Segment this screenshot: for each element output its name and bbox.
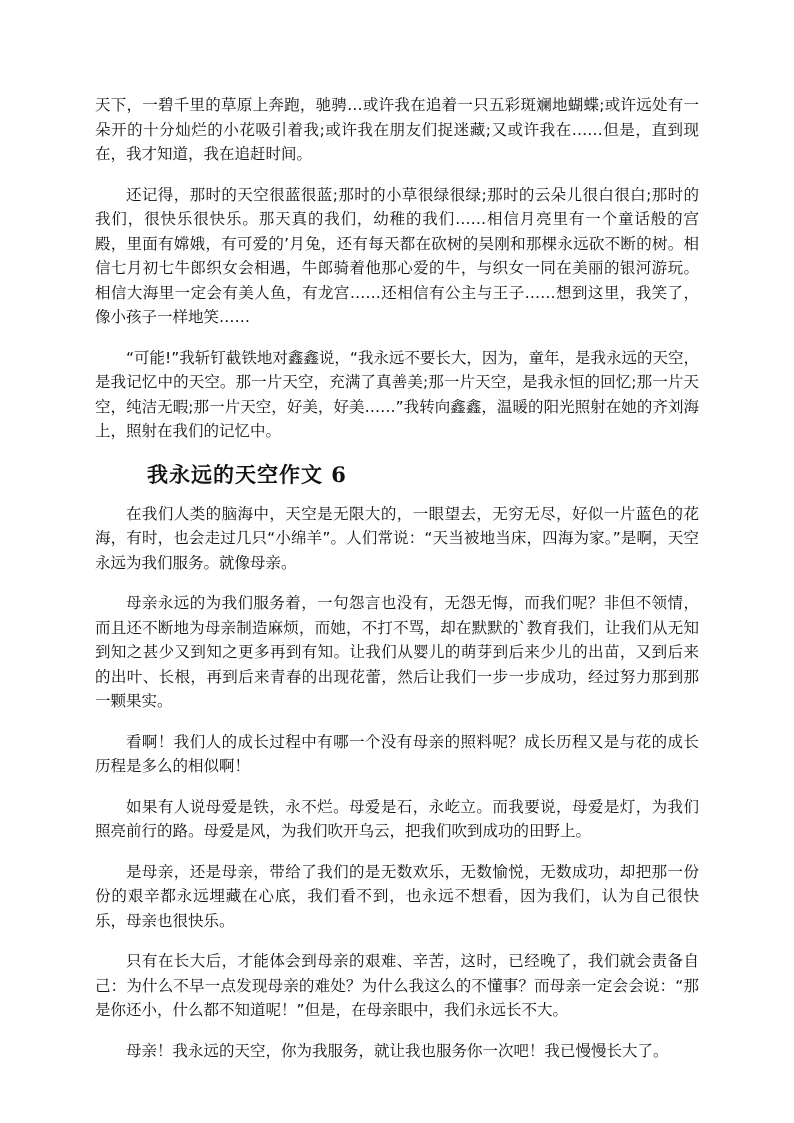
- paragraph-growth: 看啊！我们人的成长过程中有哪一个没有母亲的照料呢？成长历程又是与花的成长历程是多么的相似啊！: [95, 732, 699, 775]
- paragraph-sky-intro: 在我们人类的脑海中，天空是无限大的，一眼望去，无穷无尽，好似一片蓝色的花海，有时，也会走过几只“小绵羊”。人们常说：“天当被地当床，四海为家。”是啊，天空永远为我们服务。就像母亲。: [95, 504, 699, 572]
- paragraph-continued: 天下，一碧千里的草原上奔跑，驰骋…或许我在追着一只五彩斑斓地蝴蝶;或许远处有一朵开的十分灿烂的小花吸引着我;或许我在朋友们捉迷藏;又或许我在……但是，直到现在，我才知道，我在追赶时间。: [95, 96, 699, 163]
- paragraph-growing-up: 只有在长大后，才能体会到母亲的艰难、辛苦，这时，已经晚了，我们就会责备自己：为什么不早一点发现母亲的难处？为什么我这么的不懂事？而母亲一定会会说：“那是你还小，什么都不知道呢！”但是，在母亲眼中，我们永远长不大。: [95, 952, 699, 1019]
- paragraph-mother-love: 如果有人说母爱是铁，永不烂。母爱是石，永屹立。而我要说，母爱是灯，为我们照亮前行的路。母爱是风，为我们吹开乌云，把我们吹到成功的田野上。: [95, 797, 699, 840]
- paragraph-joy: 是母亲，还是母亲，带给了我们的是无数欢乐，无数愉悦，无数成功，却把那一份份的艰辛都永远埋藏在心底，我们看不到，也永远不想看，因为我们，认为自己很快乐，母亲也很快乐。: [95, 862, 699, 930]
- paragraph-dialogue: “可能!”我斩钉截铁地对鑫鑫说，“我永远不要长大，因为，童年，是我永远的天空，是我记忆中的天空。那一片天空，充满了真善美;那一片天空，是我永恒的回忆;那一片天空，纯洁无暇;那一片天空，好美，好美……”我转向鑫鑫，温暖的阳光照射在她的齐刘海上，照射在我们的记忆中。: [95, 348, 699, 440]
- paragraph-mother-service: 母亲永远的为我们服务着，一句怨言也没有，无怨无悔，而我们呢？非但不领情，而且还不断地为母亲制造麻烦，而她，不打不骂，却在默默的`教育我们，让我们从无知到知之甚少又到知之更多再到有知。让我们从婴儿的萌芽到后来少儿的出苗，又到后来的出叶、长根，再到后来青春的出现花蕾，然后让我们一步一步成功，经过努力那到那一颗果实。: [95, 594, 699, 710]
- paragraph-closing: 母亲！我永远的天空，你为我服务，就让我也服务你一次吧！我已慢慢长大了。: [126, 1041, 669, 1060]
- document-page: [95, 93, 699, 1079]
- essay-heading: 我永远的天空作文 6: [147, 461, 347, 487]
- paragraph-memories: 还记得，那时的天空很蓝很蓝;那时的小草很绿很绿;那时的云朵儿很白很白;那时的我们，很快乐很快乐。那天真的我们，幼稚的我们……相信月亮里有一个童话般的宫殿，里面有嫦娥，有可爱的’月兔，还有每天都在砍树的吴刚和那棵永远砍不断的树。相信七月初七牛郎织女会相遇，牛郎骑着他那心爱的牛，与织女一同在美丽的银河游玩。相信大海里一定会有美人鱼，有龙宫……还相信有公主与王子……想到这里，我笑了，像小孩子一样地笑……: [95, 185, 699, 326]
